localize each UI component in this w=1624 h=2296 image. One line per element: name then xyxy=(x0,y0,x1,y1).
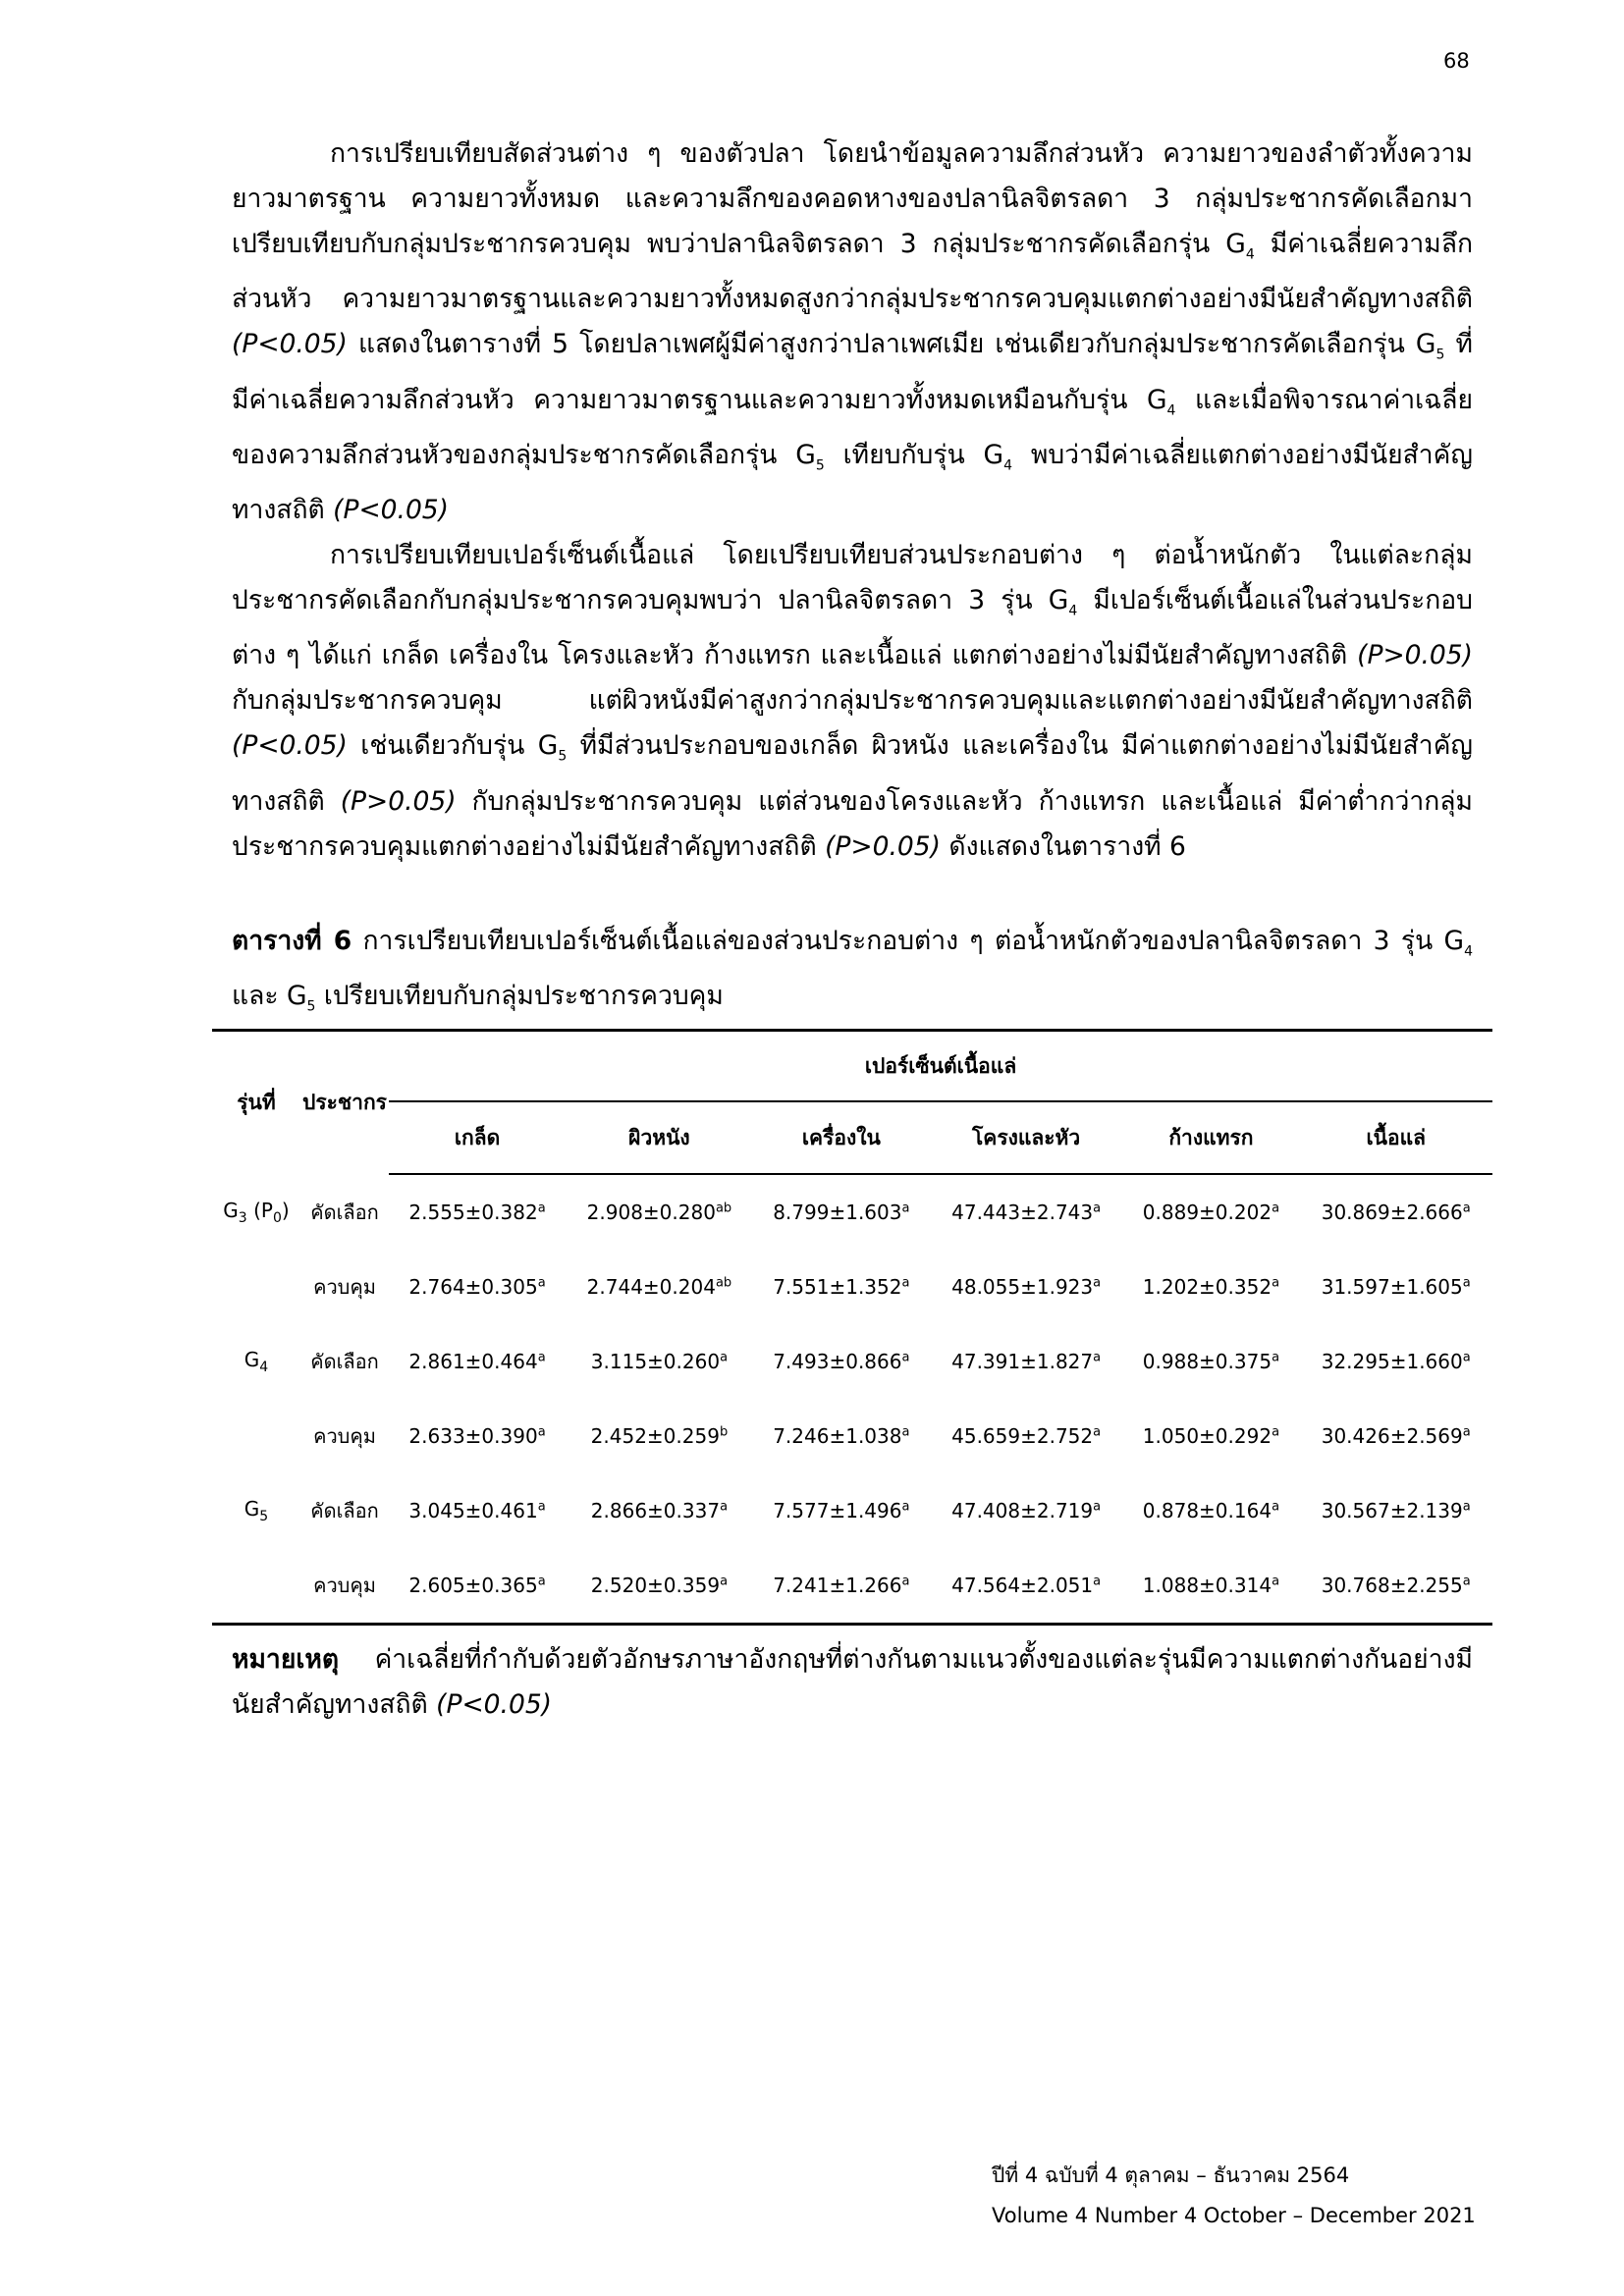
cell-value: 2.555±0.382$^a$ xyxy=(408,1201,546,1224)
cell-value: 30.869±2.666$^a$ xyxy=(1321,1201,1471,1224)
caption-label: ตารางที่ 6 xyxy=(232,926,352,956)
paragraph-fillet-percentage: การเปรียบเทียบเปอร์เซ็นต์เนื้อแล่ โดยเปรียบเทียบส่วนประกอบต่าง ๆ ต่อน้ำหนักตัว ในแต่ละกลุ่มประชากรคัดเลือกกับกลุ่มประชากรควบคุมพบว่า ปลานิลจิตรลดา 3 รุ่น $G_4$ มีเปอร์เซ็นต์เนื้อแล่ในส่วนประกอบต่าง ๆ ได้แก่ เกล็ด เครื่องใน โครงและหัว ก้างแทรก และเนื้อแล่ แตกต่างอย่างไม่มีนัยสำคัญทางสถิติ (P>0.05) กับกลุ่มประชากรควบคุม แต่ผิวหนังมีค่าสูงกว่ากลุ่มประชากรควบคุมและแตกต่างอย่างมีนัยสำคัญทางสถิติ (P<0.05) เช่นเดียวกับรุ่น $G_5$ ที่มีส่วนประกอบของเกล็ด ผิวหนัง และเครื่องใน มีค่าแตกต่างอย่างไม่มีนัยสำคัญทางสถิติ (P>0.05) กับกลุ่มประชากรควบคุม แต่ส่วนของโครงและหัว ก้างแทรก และเนื้อแล่ มีค่าต่ำกว่ากลุ่มประชากรควบคุมแตกต่างอย่างไม่มีนัยสำคัญทางสถิติ (P>0.05) ดังแสดงในตารางที่ 6 xyxy=(232,540,1473,862)
table-row xyxy=(212,1473,1492,1548)
header-scales: เกล็ด xyxy=(389,1101,566,1174)
footer-english: Volume 4 Number 4 October – December 2021 xyxy=(992,2204,1476,2227)
cell-value: 7.246±1.038$^a$ xyxy=(773,1424,910,1448)
cell-generation: $G_3$ $(P_0)$ xyxy=(223,1198,290,1226)
header-fillet: เนื้อแล่ xyxy=(1299,1101,1492,1174)
header-population: ประชากร xyxy=(300,1031,389,1175)
fillet-table xyxy=(212,1029,1492,1626)
cell-value: 2.764±0.305$^a$ xyxy=(408,1275,546,1299)
cell-value: 32.295±1.660$^a$ xyxy=(1321,1350,1471,1373)
cell-value: 45.659±2.752$^a$ xyxy=(951,1424,1102,1448)
cell-value: 31.597±1.605$^a$ xyxy=(1321,1275,1471,1299)
cell-population: ควบคุม xyxy=(300,1548,389,1625)
header-pin-bones: ก้างแทรก xyxy=(1122,1101,1299,1174)
header-viscera: เครื่องใน xyxy=(753,1101,930,1174)
cell-value: 47.443±2.743$^a$ xyxy=(951,1201,1102,1224)
table-row xyxy=(212,1324,1492,1399)
journal-footer xyxy=(992,2156,1476,2236)
cell-population: คัดเลือก xyxy=(310,1499,379,1522)
table-row xyxy=(212,1399,1492,1473)
cell-population: คัดเลือก xyxy=(310,1200,379,1224)
cell-value: 2.520±0.359$^a$ xyxy=(566,1548,753,1625)
cell-population: คัดเลือก xyxy=(310,1350,379,1373)
cell-value: 7.241±1.266$^a$ xyxy=(753,1548,930,1625)
cell-value: 48.055±1.923$^a$ xyxy=(951,1275,1102,1299)
cell-value: 0.889±0.202$^a$ xyxy=(1142,1201,1280,1224)
cell-value: 7.551±1.352$^a$ xyxy=(773,1275,910,1299)
table-row xyxy=(212,1250,1492,1324)
footer-thai: ปีที่ 4 ฉบับที่ 4 ตุลาคม – ธันวาคม 2564 xyxy=(992,2163,1350,2187)
note-label: หมายเหตุ xyxy=(232,1644,340,1675)
cell-value: 0.988±0.375$^a$ xyxy=(1142,1350,1280,1373)
header-skin: ผิวหนัง xyxy=(566,1101,753,1174)
cell-value: 47.408±2.719$^a$ xyxy=(951,1499,1102,1522)
header-generation: รุ่นที่ xyxy=(212,1031,300,1175)
cell-value: 30.768±2.255$^a$ xyxy=(1299,1548,1492,1625)
cell-value: 2.866±0.337$^a$ xyxy=(590,1499,729,1522)
cell-generation xyxy=(212,1250,300,1324)
cell-value: 8.799±1.603$^a$ xyxy=(773,1201,910,1224)
cell-generation xyxy=(212,1399,300,1473)
table-row xyxy=(212,1548,1492,1625)
cell-value: 2.908±0.280$^{ab}$ xyxy=(586,1201,732,1224)
cell-value: 7.493±0.866$^a$ xyxy=(773,1350,910,1373)
cell-generation xyxy=(212,1548,300,1625)
cell-value: 0.878±0.164$^a$ xyxy=(1142,1499,1280,1522)
table-row xyxy=(212,1174,1492,1250)
cell-value: 2.744±0.204$^{ab}$ xyxy=(586,1275,732,1299)
header-fillet-percentage: เปอร์เซ็นต์เนื้อแล่ xyxy=(389,1031,1492,1102)
cell-value: 3.115±0.260$^a$ xyxy=(590,1350,729,1373)
cell-value: 2.633±0.390$^a$ xyxy=(408,1424,546,1448)
cell-value: 30.426±2.569$^a$ xyxy=(1321,1424,1471,1448)
cell-value: 1.202±0.352$^a$ xyxy=(1142,1275,1280,1299)
cell-value: 7.577±1.496$^a$ xyxy=(773,1499,910,1522)
cell-generation: $G_4$ xyxy=(244,1348,269,1375)
cell-value: 2.452±0.259$^b$ xyxy=(590,1424,729,1448)
table-note: หมายเหตุ ค่าเฉลี่ยที่กำกับด้วยตัวอักษรภาษาอังกฤษที่ต่างกันตามแนวตั้งของแต่ละรุ่นมีความแตกต่างกันอย่างมีนัยสำคัญทางสถิติ (P<0.05) xyxy=(232,1644,1473,1720)
paragraph-proportions: การเปรียบเทียบสัดส่วนต่าง ๆ ของตัวปลา โดยนำข้อมูลความลึกส่วนหัว ความยาวของลำตัวทั้งความยาวมาตรฐาน ความยาวทั้งหมด และความลึกของคอดหางของปลานิลจิตรลดา 3 กลุ่มประชากรคัดเลือกมาเปรียบเทียบกับกลุ่มประชากรควบคุม พบว่าปลานิลจิตรลดา 3 กลุ่มประชากรคัดเลือกรุ่น $G_4$ มีค่าเฉลี่ยความลึกส่วนหัว ความยาวมาตรฐานและความยาวทั้งหมดสูงกว่ากลุ่มประชากรควบคุมแตกต่างอย่างมีนัยสำคัญทางสถิติ (P<0.05) แสดงในตารางที่ 5 โดยปลาเพศผู้มีค่าสูงกว่าปลาเพศเมีย เช่นเดียวกับกลุ่มประชากรคัดเลือกรุ่น $G_5$ ที่มีค่าเฉลี่ยความลึกส่วนหัว ความยาวมาตรฐานและความยาวทั้งหมดเหมือนกับรุ่น $G_4$ และเมื่อพิจารณาค่าเฉลี่ยของความลึกส่วนหัวของกลุ่มประชากรคัดเลือกรุ่น $G_5$ เทียบกับรุ่น $G_4$ พบว่ามีค่าเฉลี่ยแตกต่างอย่างมีนัยสำคัญทางสถิติ (P<0.05) xyxy=(232,138,1473,526)
table-caption: ตารางที่ 6 การเปรียบเทียบเปอร์เซ็นต์เนื้อแล่ของส่วนประกอบต่าง ๆ ต่อน้ำหนักตัวของปลานิลจิตรลดา 3 รุ่น $G_4$ และ $G_5$ เปรียบเทียบกับกลุ่มประชากรควบคุม xyxy=(232,926,1473,1015)
cell-value: 2.861±0.464$^a$ xyxy=(408,1350,546,1373)
header-frame-head: โครงและหัว xyxy=(930,1101,1123,1174)
cell-value: 30.567±2.139$^a$ xyxy=(1321,1499,1471,1522)
cell-value: 3.045±0.461$^a$ xyxy=(408,1499,546,1522)
cell-value: 1.088±0.314$^a$ xyxy=(1122,1548,1299,1625)
cell-population: ควบคุม xyxy=(313,1424,376,1448)
cell-value: 2.605±0.365$^a$ xyxy=(389,1548,566,1625)
cell-generation: $G_5$ xyxy=(244,1497,269,1524)
cell-value: 47.564±2.051$^a$ xyxy=(930,1548,1123,1625)
table-body xyxy=(212,1174,1492,1625)
body-text xyxy=(232,132,1473,870)
page-number: 68 xyxy=(1443,49,1470,73)
cell-value: 1.050±0.292$^a$ xyxy=(1142,1424,1280,1448)
cell-population: ควบคุม xyxy=(313,1275,376,1299)
cell-value: 47.391±1.827$^a$ xyxy=(951,1350,1102,1373)
